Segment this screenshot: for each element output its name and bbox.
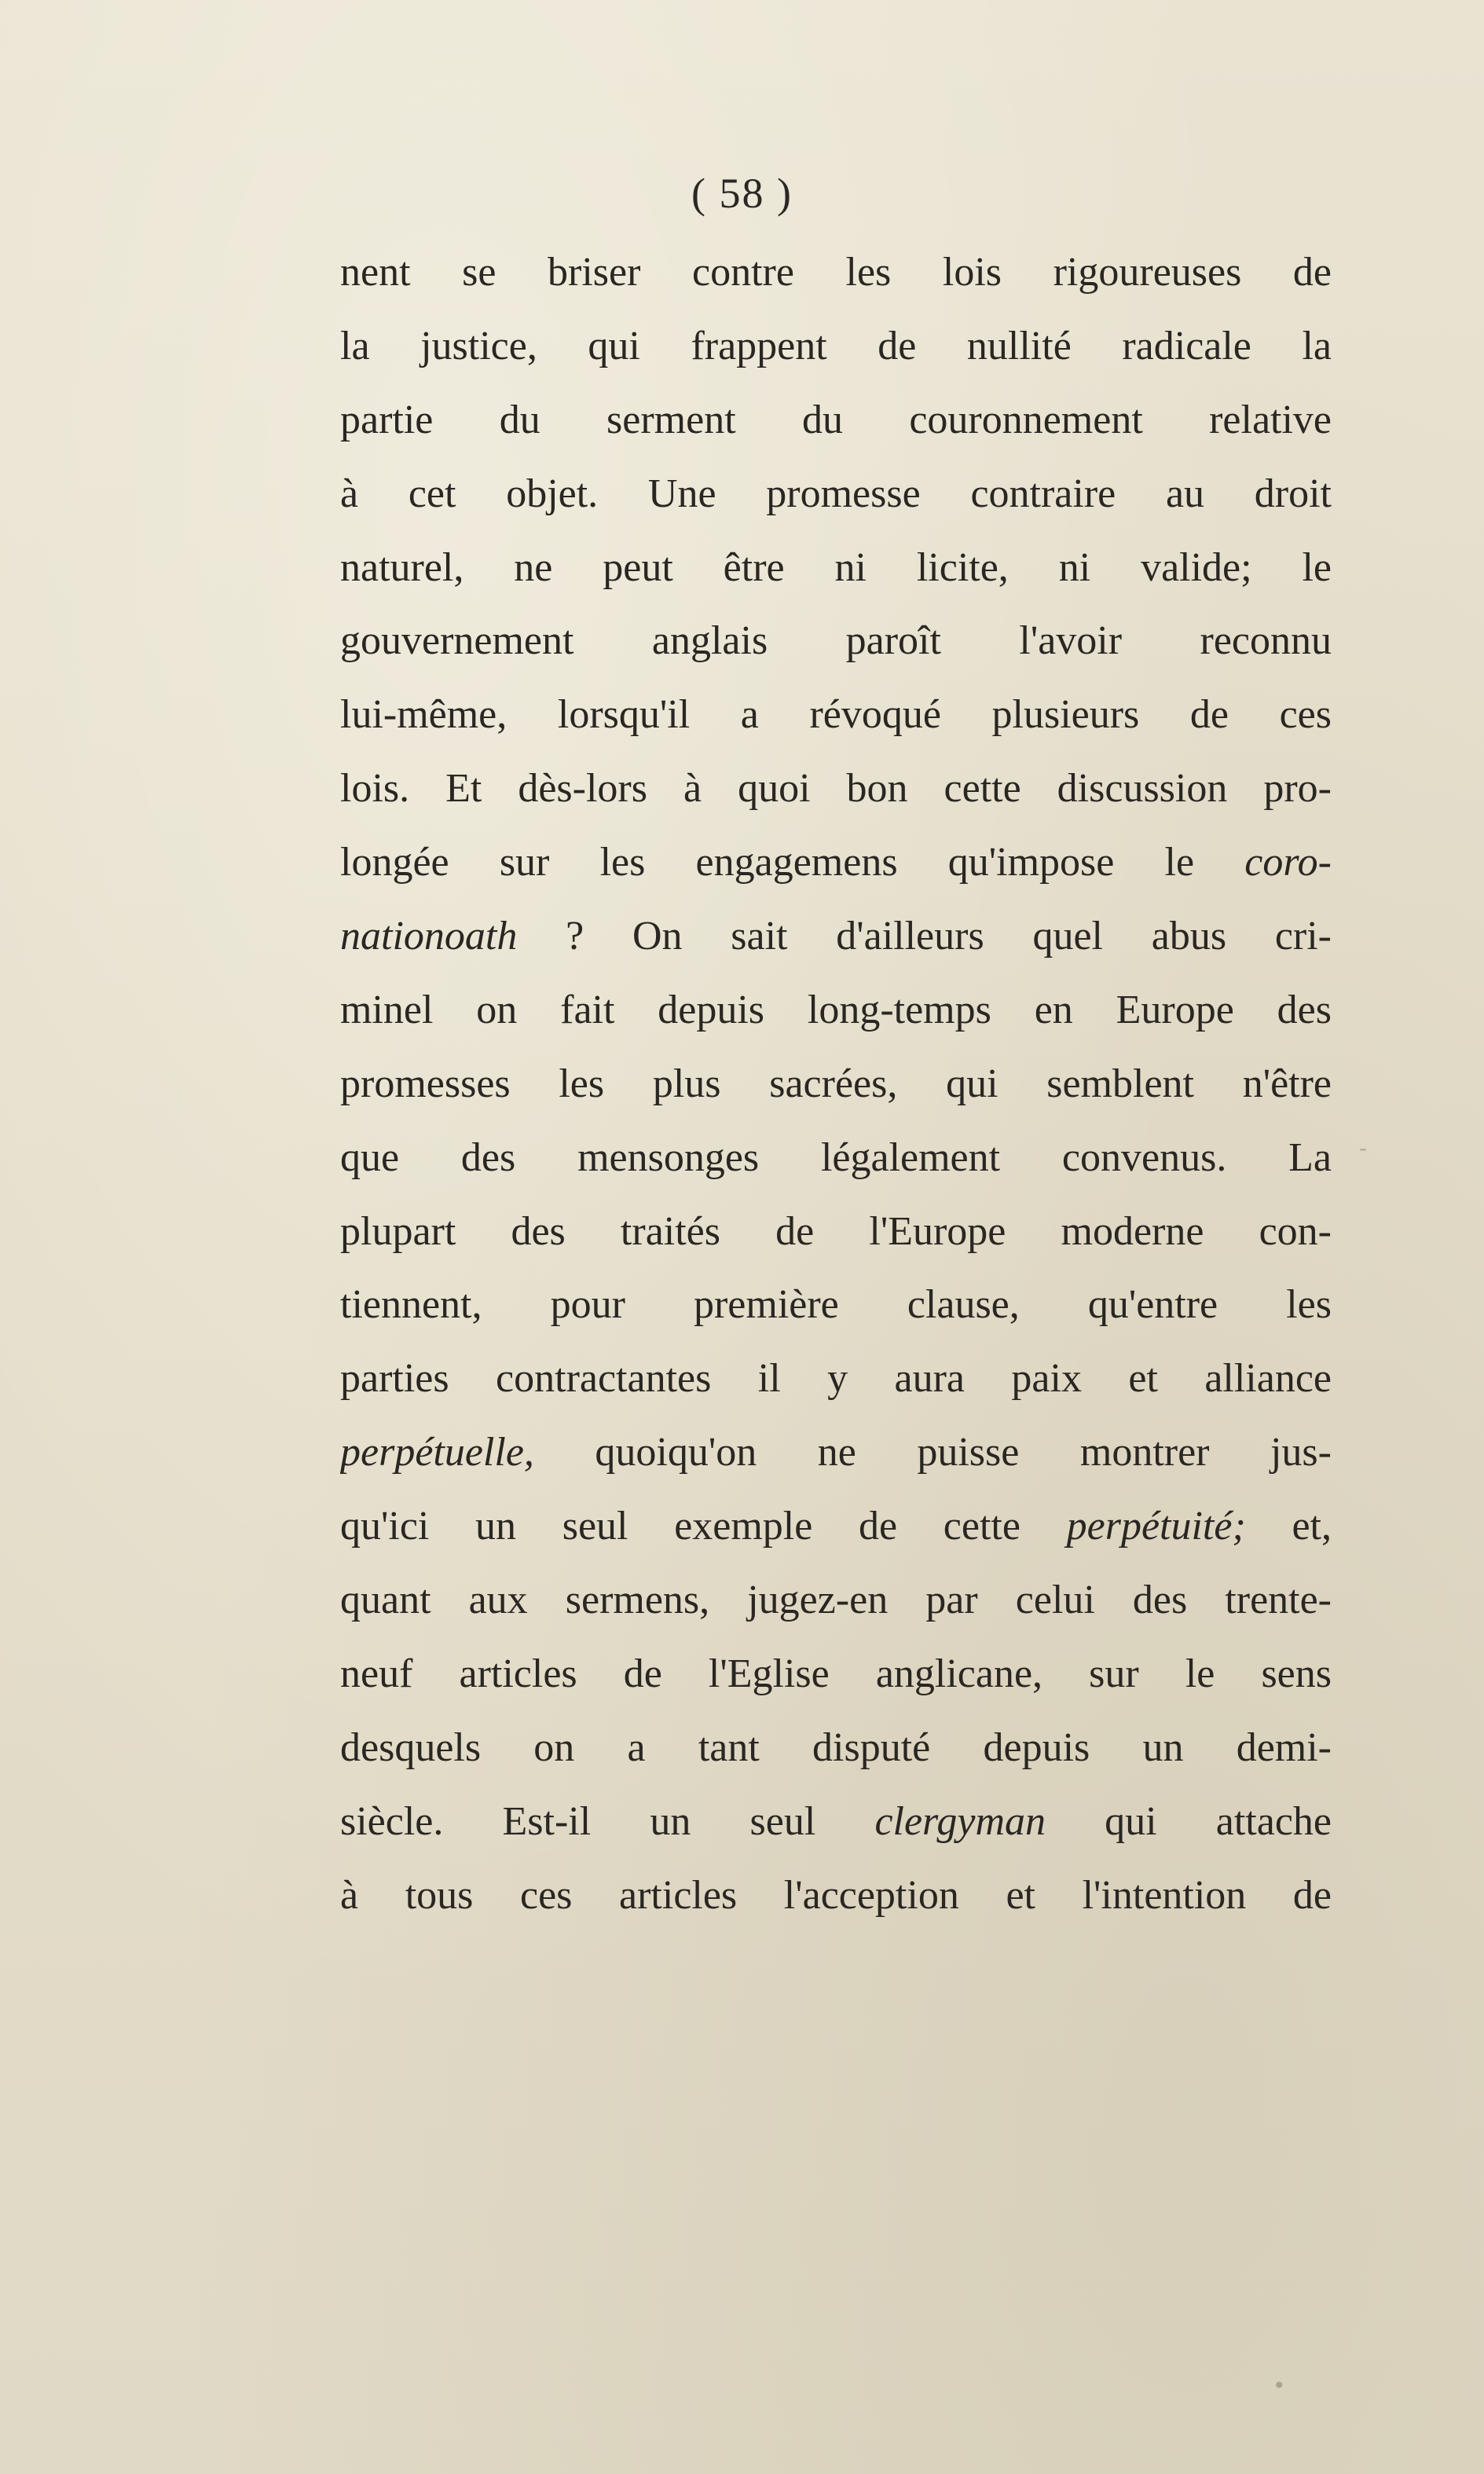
text-line <box>340 973 1332 1047</box>
text-line <box>340 678 1332 752</box>
text-run: promesses les plus sacrées, qui semblent n'être <box>340 1061 1332 1106</box>
text-run: à cet objet. Une promesse contraire au droit <box>340 471 1332 516</box>
text-run: la justice, qui frappent de nullité radicale la <box>340 323 1332 368</box>
text-line <box>340 310 1332 383</box>
text-line <box>340 900 1332 973</box>
text-run: desquels on a tant disputé depuis un demi- <box>340 1724 1332 1770</box>
text-run: longée sur les engagemens qu'impose le <box>340 840 1245 885</box>
page-number: ( 58 ) <box>691 170 793 217</box>
text-run: lois. Et dès-lors à quoi bon cette discussion pro- <box>340 766 1332 812</box>
text-line <box>340 604 1332 678</box>
text-run: tiennent, pour première clause, qu'entre les <box>340 1282 1332 1328</box>
italic-text: clergyman <box>874 1798 1046 1844</box>
paper-speck: - <box>1359 1135 1368 1161</box>
text-run: nent se briser contre les lois rigoureuses de <box>340 250 1332 295</box>
text-line <box>340 383 1332 457</box>
text-run: quoiqu'on ne puisse montrer jus- <box>533 1430 1332 1475</box>
text-run: naturel, ne peut être ni licite, ni valide; le <box>340 544 1332 590</box>
italic-text: perpétuité; <box>1066 1504 1246 1549</box>
text-run: neuf articles de l'Eglise anglicane, sur le sens <box>340 1651 1332 1696</box>
text-run: et, <box>1245 1504 1332 1549</box>
text-line <box>340 1563 1332 1637</box>
text-line <box>340 1859 1332 1933</box>
text-line <box>340 1637 1332 1711</box>
italic-text: nationoath <box>340 914 518 959</box>
text-run: plupart des traités de l'Europe moderne con- <box>340 1208 1332 1254</box>
paper-speck: • <box>1273 2373 1286 2399</box>
text-line <box>340 1711 1332 1785</box>
text-run: gouvernement anglais paroît l'avoir reconnu <box>340 618 1332 664</box>
text-run: partie du serment du couronnement relative <box>340 397 1332 442</box>
text-line <box>340 1490 1332 1563</box>
text-line <box>340 752 1332 826</box>
text-run: parties contractantes il y aura paix et alliance <box>340 1356 1332 1402</box>
text-line <box>340 1416 1332 1490</box>
text-line <box>340 1342 1332 1416</box>
text-run: ? On sait d'ailleurs quel abus cri- <box>517 914 1332 959</box>
text-run: lui-même, lorsqu'il a révoqué plusieurs de ces <box>340 692 1332 738</box>
text-run: quant aux sermens, jugez-en par celui des trente- <box>340 1578 1332 1623</box>
text-run: qui attache <box>1046 1798 1332 1844</box>
body-text <box>340 236 1332 1932</box>
text-line <box>340 826 1332 900</box>
text-run: siècle. Est-il un seul <box>340 1798 875 1844</box>
text-run: qu'ici un seul exemple de cette <box>340 1504 1067 1549</box>
text-line <box>340 1268 1332 1342</box>
text-run: à tous ces articles l'acception et l'intention de <box>340 1872 1332 1918</box>
text-line <box>340 236 1332 310</box>
text-line <box>340 1047 1332 1121</box>
italic-text: perpétuelle, <box>340 1430 534 1475</box>
text-line <box>340 1195 1332 1269</box>
text-line <box>340 531 1332 605</box>
text-line <box>340 457 1332 531</box>
text-line <box>340 1785 1332 1859</box>
text-line <box>340 1121 1332 1195</box>
text-run: minel on fait depuis long-temps en Europe des <box>340 987 1332 1032</box>
text-run: que des mensonges légalement convenus. La <box>340 1134 1332 1180</box>
italic-text: coro- <box>1244 840 1332 885</box>
